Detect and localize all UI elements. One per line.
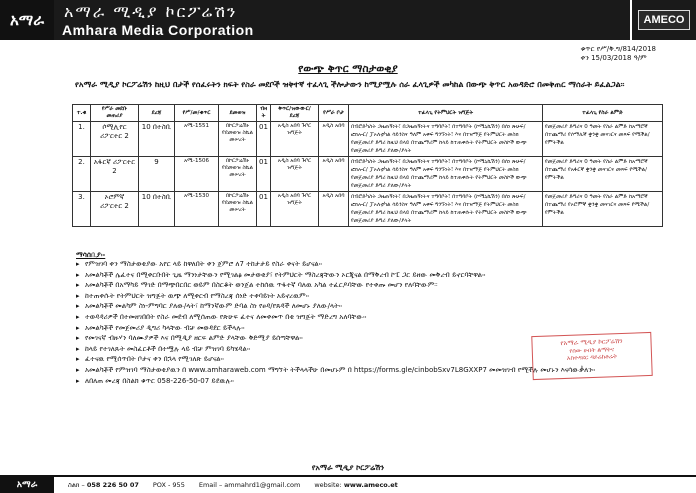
footer-logo: አማራ: [0, 477, 54, 493]
table-header-row: [73, 105, 663, 122]
note-item: ▸ ከተጠቀሱት የትምህርት ዝግጅት ዉጭ ለሚቀርብ የማስረጃ ሰነድ ተቀባይነት አይኖረዉም፡፡: [76, 292, 666, 300]
footer-pobox: POX - 955: [152, 481, 185, 489]
note-item: ▸ ከላይ የተገለጹት መስፈርቶች በተሟሉ ላይ ብቻ ምዝገባ ይካሄዳል፡፡: [76, 345, 666, 353]
footer-phone: ስልክ – 058 226 50 07: [68, 480, 139, 489]
reference-number: ቁጥር የሥ/ቅ.ግ/814/2018: [580, 45, 656, 53]
letterhead: [0, 0, 696, 40]
cell-salary: በኮርፖሬሽኑ የደመወዝ ስኬል መሠረት: [219, 192, 257, 227]
stamp-line: አስተዳደር ዳይሬክቶሬት: [566, 353, 618, 362]
table-row: [73, 157, 663, 192]
org-name-amharic: አማራ ሚዲያ ኮርፖሬሽን: [64, 2, 238, 21]
cell-grade: 9: [139, 157, 175, 192]
phone-number: 058 226 50 07: [86, 480, 139, 489]
cell-type: አዲስ አበባ ጉቦር ዝግጅት: [271, 122, 319, 157]
col-header: ቅጥር/ዝውውር/ ደረጃ: [271, 105, 319, 122]
cell-experience: የመጀመሪያ ድግሪና 0 ዓመት የስራ ልምድ ከአማሮኛ በተጨማሪ የአፋርኛ ቋንቋ መናገርና መጻፍ የሚችል/የምትችል: [543, 157, 663, 192]
website-label: website: [314, 481, 340, 489]
cell-no: 1.: [73, 122, 91, 157]
vacancy-table: [72, 104, 663, 227]
reference-block: [581, 45, 656, 63]
cell-code: አሚ-1506: [175, 157, 219, 192]
cell-code: አሚ-1551: [175, 122, 219, 157]
reference-date: ቀን 15/03/2018 ዓ/ም: [580, 54, 647, 62]
signature-block: [0, 463, 696, 472]
col-header: የሥራ መደቡ መጠሪያ: [91, 105, 139, 122]
website-link[interactable]: www.ameco.et: [343, 481, 398, 489]
footer-email: Email – ammahrd1@gmail.com: [198, 481, 301, 489]
col-header: ደመወዝ: [219, 105, 257, 122]
logo-text: አማራ: [9, 11, 45, 29]
ameco-logo: [632, 0, 696, 40]
cell-location: አዲስ አበባ: [319, 192, 349, 227]
cell-no: 3.: [73, 192, 91, 227]
cell-experience: የመጀመሪያ ድግሪና 0 ዓመት የስራ ልምድ ከአማሮኛ በተጨማሪ የኦሮምኛ ቋንቋ መናገርና መጻፍ የሚችል/የምትችል: [543, 192, 663, 227]
official-stamp: [531, 332, 652, 380]
cell-grade: 10 በተስቢ: [139, 122, 175, 157]
note-item: ▸ አመልካቾች መልካም ስነ-ምግባር ያለው/ላት፣ ከማንኛውም ድባል ስነ የፀዳ/የጸዳች ለመሆኑ ያለው/ላት፡፡: [76, 302, 666, 310]
note-item: ▸ አመልካቾች የመጀመሪያ ዲግሪ ካላቸው ብቻ መወዳደር ይችላሉ፡፡: [76, 324, 666, 332]
phone-label: ስልክ: [68, 480, 80, 489]
table-row: [73, 192, 663, 227]
cell-qty: 01: [257, 157, 271, 192]
email-label: Email: [198, 481, 217, 489]
note-item: ▸ ፈተናዉ የሚሰጥበት ቦታና ቀን በኋላ የሚገለጽ ይሆናል፡፡: [76, 355, 666, 363]
col-header: የሥራ ቦታ: [319, 105, 349, 122]
cell-type: አዲስ አበባ ጉቦር ዝግጅት: [271, 192, 319, 227]
col-header: የሥ/መ/ቁጥር: [175, 105, 219, 122]
cell-experience: የመጀመሪያ ድግሪና 0 ዓመት የስራ ልምድ ከአማሮኛ በተጨማሪ የሶማሊኛ ቋንቋ መናገርና መጻፍ የሚችል/የምትችል: [543, 122, 663, 157]
col-header: ደረጃ: [139, 105, 175, 122]
title-bar: [54, 0, 632, 40]
col-header: ብዛ ት: [257, 105, 271, 122]
col-header: ተ.ቁ: [73, 105, 91, 122]
note-item: ▸ የመገናኛ ብዙሃን ባለሙያዎች እና በሚዲያ ዘርፍ ልምድ ያላቸው ቅድሚያ ይሰጣቸዋል፡፡: [76, 334, 666, 342]
cell-qty: 01: [257, 192, 271, 227]
cell-education: በብሮድካስት ጋዜጠኝነት፣ በጋዜጠኝነትና ተግባቦት፣ በተግባቦት (ኮሚኒኬሽን) በሰነ ጽሁፍ/ፎክሎር/ ፓኦለቲካል ሳይንስና ዓለም አቀፍ ግንኙነት፣ እና በተዛማጅ የትምህርት መስክ የመጀመሪያ ድግሪ ከዚህ በላይ በተጨማሪም ከላይ ከተጠቀሱት የትምህርት መስኮች ውጭ የመጀመሪያ ድግሪ ያለው/ያላት: [349, 192, 543, 227]
cell-no: 2.: [73, 157, 91, 192]
table-row: [73, 122, 663, 157]
col-header: ተፈላጊ የትምህርት ዝግጅት: [349, 105, 543, 122]
notes-heading: ማሳሰቢያ፡-: [76, 251, 106, 259]
stamp-line: የአማራ ሚዲያ ኮርፖሬሽን: [560, 336, 623, 348]
document-title: የውጭ ቅጥር ማስታወቂያ: [298, 63, 398, 75]
cell-qty: 01: [257, 122, 271, 157]
cell-salary: በኮርፖሬሽኑ የደመወዝ ስኬል መሠረት: [219, 157, 257, 192]
note-item: ▸ ለበለጠ መረጃ በስልክ ቁጥር 058-226-50-07 ይደዉሉ፡፡: [76, 377, 666, 385]
note-item: ▸ የምዝገባ ቀን ማስታወቂያው አየር ላይ ከዋለበት ቀን ጀምሮ ለ7 ተከታታይ የስራ ቀናት ይሆናል፡፡: [76, 260, 666, 268]
org-name-english: Amhara Media Corporation: [62, 22, 254, 38]
stamp-line: የሰው ሀብት ልማትና: [569, 346, 615, 355]
footer: [0, 475, 696, 493]
note-item: ▸ አመልካቾች ሌፈተና በሚቀርቡበት ጊዜ ማንነታቸውን የሚገልፅ መታወቂያ፣ የትምህርት ማስረጃቸውን ኦርጂናል በማቅረብ ኮፒ ጋር ይዘው መቅረብ ይኖርባቸዋል፡፡: [76, 271, 666, 279]
cell-grade: 10 በተስቢ: [139, 192, 175, 227]
footer-website: website: www.ameco.et: [314, 481, 398, 489]
signature-org: የአማራ ሚዲያ ኮርፖሬሽን: [311, 463, 385, 472]
col-header: ተፈላጊ የስራ ልምድ: [543, 105, 663, 122]
note-item-registration-link[interactable]: ▸ አመልካቾች የምዝገባ ማስታወቂያዉን በ www.amharaweb.com ማግኘት ትችላላችሁ በመሆኑም በ https://forms.gle/cinbobSxv7L8GXXP7 መመዝገብ የሚችሉ መሆኑን እናሳውቃለን፡፡: [76, 366, 666, 374]
cell-salary: በኮርፖሬሽኑ የደመወዝ ስኬል መሠረት: [219, 122, 257, 157]
note-item: ▸ አመልካቾች በአማካይ ማገድ በማጭበርበር ወይም በስርቆት ወንጀል ተከሰዉ ጥፋተኛ ባለዉ አካል ተፈርዶባቸው የተቀጡ መሆን የለባቸውም።: [76, 281, 666, 289]
cell-title: አፋርኛ ሪፖርተር 2: [91, 157, 139, 192]
email-address[interactable]: ammahrd1@gmail.com: [224, 481, 301, 489]
cell-type: አዲስ አበባ ጉቦር ዝግጅት: [271, 157, 319, 192]
cell-location: አዲስ አበባ: [319, 122, 349, 157]
cell-title: ሶሚሊየር ሪፖርተር 2: [91, 122, 139, 157]
intro-paragraph: የአማራ ሚዲያ ኮርፖሬሽን ከዚህ በታች የሰፈሩትን ክፍት የስራ መደቦች ዝቅተኛ ተፈላጊ ችሎታውን ከሚያሟሉ ሰራ ፈላጊዎች መካከል በውጭ ቅጥር አወዳድሮ በመቅጠር ማሰራት ይፈልጋል፡፡: [75, 80, 625, 89]
ameco-badge: AMECO: [638, 10, 691, 30]
cell-title: ኦሮምኛ ሪፖርተር 2: [91, 192, 139, 227]
cell-education: በብሮድካስት ጋዜጠኝነት፣ በጋዜጠኝነትና ተግባቦት፣ በተግባቦት (ኮሚኒኬሽን) በሰነ ጽሁፍ/ፎክሎር/ ፓኦለቲካል ሳይንስና ዓለም አቀፍ ግንኙነት፣ እና በተዛማጅ የትምህርት መስክ የመጀመሪያ ድግሪ ከዚህ በላይ በተጨማሪም ከላይ ከተጠቀሱት የትምህርት መስኮች ውጭ የመጀመሪያ ድግሪ ያለው/ያላት: [349, 157, 543, 192]
amhara-logo: [0, 0, 54, 40]
note-item: ▸ ተወዳዳሪዎች በተመዘገበበት የስራ መደብ ለሚሰጠው የጽሁፍ ፈተና ለመቀመጥ በቂ ዝግጅት ማድረግ አለባቸው፡፡: [76, 313, 666, 321]
cell-code: አሚ-1530: [175, 192, 219, 227]
cell-education: በብሮድካስት ጋዜጠኝነት፣ በጋዜጠኝነትና ተግባቦት፣ በተግባቦት (ኮሚኒኬሽን) በሰነ ጽሁፍ/ፎክሎር/ ፓኦለቲካል ሳይንስና ዓለም አቀፍ ግንኙነት፣ እና በተዛማጅ የትምህርት መስክ የመጀመሪያ ድግሪ ከዚህ በላይ በተጨማሪም ከላይ ከተጠቀሱት የትምህርት መስኮች ውጭ የመጀመሪያ ድግሪ ያለው/ያላት: [349, 122, 543, 157]
cell-location: አዲስ አበባ: [319, 157, 349, 192]
